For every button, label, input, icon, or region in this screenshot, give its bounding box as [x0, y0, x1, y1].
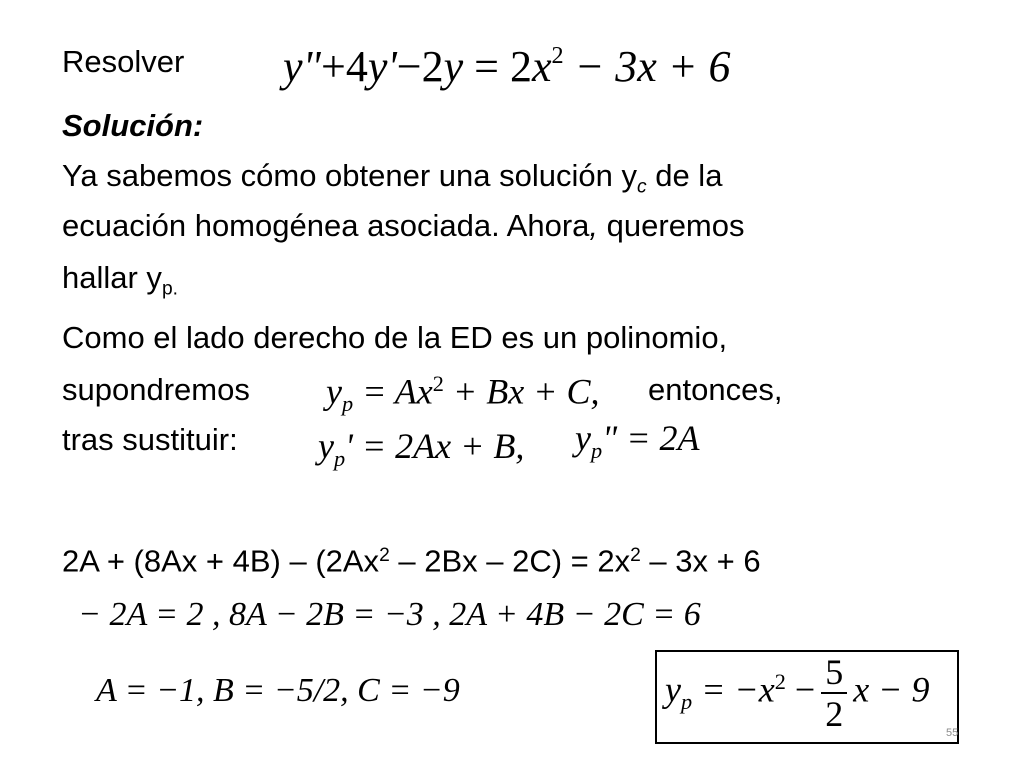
- eq-y: y: [443, 42, 464, 92]
- line1-sub: c: [636, 176, 647, 198]
- yp-guess-rest-a: = Ax: [353, 371, 433, 412]
- line2-text-a: ecuación homogénea asociada. Ahora: [62, 208, 590, 243]
- yp-second-y: y: [575, 418, 591, 458]
- final-answer: [665, 652, 929, 734]
- final-sub: p: [680, 689, 693, 715]
- eq-rhs-exp: 2: [551, 42, 564, 69]
- main-equation: [283, 28, 731, 95]
- final-rest: x − 9: [853, 669, 930, 710]
- eq-rhs-x: x: [531, 42, 552, 92]
- line2-text-b: queremos: [598, 208, 745, 243]
- final-eq: = −x: [692, 669, 775, 710]
- final-fraction: [821, 652, 847, 734]
- final-frac-num: 5: [821, 652, 847, 694]
- subst-exp2: 2: [630, 545, 641, 566]
- system-equations: − 2A = 2 , 8A − 2B = −3 , 2A + 4B − 2C = 6: [78, 596, 701, 633]
- line2-comma: ,: [589, 208, 599, 243]
- line1-text-a: Ya sabemos cómo obtener una solución y: [62, 158, 637, 193]
- yp-prime-sub: p: [333, 445, 346, 471]
- solution-line-5-b: entonces,: [648, 372, 783, 407]
- resolver-label: Resolver: [62, 44, 185, 79]
- subst-exp1: 2: [379, 545, 390, 566]
- yp-prime-formula: [318, 424, 524, 481]
- substituted-equation: [62, 536, 761, 582]
- line1-text-b: de la: [646, 158, 723, 193]
- yp-second-sub: p: [590, 437, 603, 463]
- coefficient-values: A = −1, B = −5/2, C = −9: [96, 672, 460, 709]
- yp-guess-rest-b: + Bx + C,: [443, 371, 600, 412]
- eq-ypp: y": [283, 42, 322, 92]
- subst-b: – 2Bx – 2C) = 2x: [389, 543, 631, 579]
- line3-sub: p.: [161, 278, 178, 300]
- solution-line-6: tras sustituir:: [62, 422, 238, 457]
- line3-text-a: hallar y: [62, 260, 162, 295]
- eq-equals: =: [474, 42, 499, 92]
- eq-rhs-rest: − 3x + 6: [574, 42, 731, 92]
- yp-guess-exp: 2: [432, 371, 444, 396]
- page-number: 55: [946, 727, 959, 739]
- final-y: y: [665, 669, 681, 710]
- yp-guess-formula: [326, 362, 600, 426]
- yp-prime-rest: ' = 2Ax + B,: [345, 426, 525, 466]
- yp-guess-y: y: [326, 371, 342, 412]
- solution-line-5-a: supondremos: [62, 372, 250, 407]
- subst-c: – 3x + 6: [640, 543, 761, 579]
- eq-yp: y': [367, 42, 397, 92]
- yp-prime-y: y: [318, 426, 334, 466]
- final-exp: 2: [774, 669, 786, 694]
- subst-a: 2A + (8Ax + 4B) – (2Ax: [62, 543, 380, 579]
- yp-second-rest: " = 2A: [602, 418, 700, 458]
- solution-line-3: [62, 258, 178, 310]
- solution-line-4: Como el lado derecho de la ED es un polinomio,: [62, 320, 728, 355]
- eq-minus2: −2: [396, 42, 444, 92]
- final-minus: −: [785, 669, 816, 710]
- final-frac-den: 2: [825, 694, 844, 734]
- solution-line-2: [62, 206, 745, 246]
- eq-rhs-coef: 2: [509, 42, 532, 92]
- yp-second-formula: [575, 416, 700, 473]
- solution-line-1: [62, 156, 722, 208]
- yp-guess-sub: p: [341, 391, 354, 417]
- solution-heading: Solución:: [62, 108, 204, 143]
- eq-plus4: +4: [321, 42, 368, 92]
